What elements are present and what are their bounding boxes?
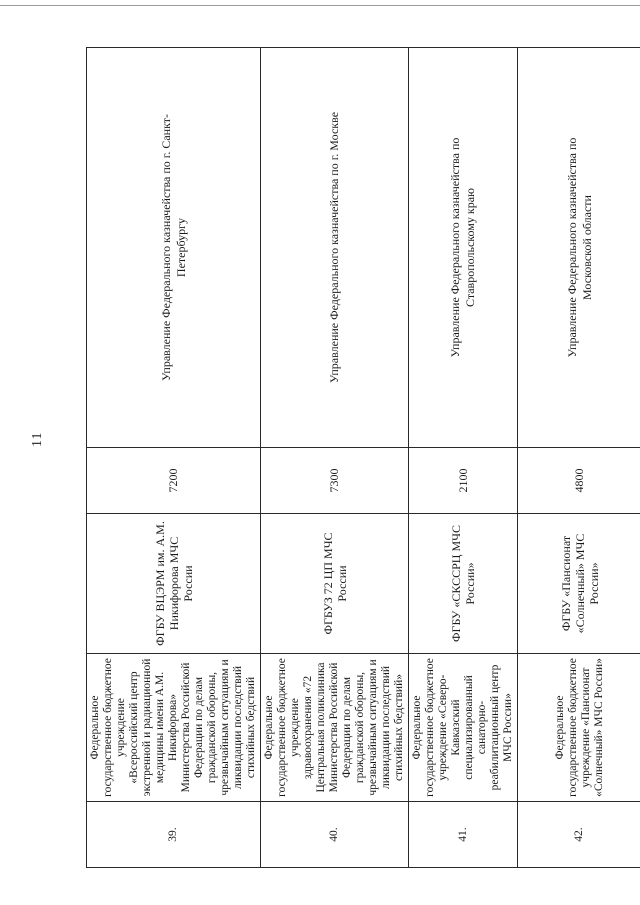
row-number: 41. bbox=[409, 802, 518, 868]
amount-cell: 7300 bbox=[261, 448, 409, 514]
row-number: 40. bbox=[261, 802, 409, 868]
page-number: 11 bbox=[30, 431, 45, 447]
top-border-line bbox=[0, 0, 640, 6]
amount-cell: 4800 bbox=[518, 448, 640, 514]
rotated-document bbox=[86, 48, 605, 868]
table-row bbox=[409, 48, 518, 868]
treasury-cell: Управление Федерального казначейства по г. Санкт-Петербургу bbox=[87, 48, 261, 448]
full-name-cell: Федеральное государственное бюджетное учреждение здравоохранения «72 Центральная поликлиника Министерства Российской Федерации по делам гражданской обороны, чрезвычайным ситуациям и ликвидации последствий стихийных бедствий» bbox=[261, 654, 409, 802]
treasury-cell: Управление Федерального казначейства по Ставропольскому краю bbox=[409, 48, 518, 448]
full-name-cell: Федеральное государственное бюджетное учреждение «Пансионат «Солнечный» МЧС России» bbox=[518, 654, 640, 802]
institutions-table bbox=[86, 47, 640, 868]
short-name-cell: ФГБУЗ 72 ЦП МЧС России bbox=[261, 514, 409, 654]
row-number: 39. bbox=[87, 802, 261, 868]
full-name-cell: Федеральное государственное бюджетное учреждение «Северо-Кавказский специализированный санаторно-реабилитационный центр МЧС России» bbox=[409, 654, 518, 802]
amount-cell: 2100 bbox=[409, 448, 518, 514]
row-number: 42. bbox=[518, 802, 640, 868]
short-name-cell: ФГБУ «СКССРЦ МЧС России» bbox=[409, 514, 518, 654]
treasury-cell: Управление Федерального казначейства по Московской области bbox=[518, 48, 640, 448]
short-name-cell: ФГБУ «Пансионат «Солнечный» МЧС России» bbox=[518, 514, 640, 654]
full-name-cell: Федеральное государственное бюджетное учреждение «Всероссийский центр экстренной и радиационной медицины имени А.М. Никифорова» Министерства Российской Федерации по делам гражданской обороны, чрезвычайным ситуациям и ликвидации последствий стихийных бедствий bbox=[87, 654, 261, 802]
table-row bbox=[87, 48, 261, 868]
amount-cell: 7200 bbox=[87, 448, 261, 514]
table-row bbox=[518, 48, 640, 868]
treasury-cell: Управление Федерального казначейства по г. Москве bbox=[261, 48, 409, 448]
table-row bbox=[261, 48, 409, 868]
short-name-cell: ФГБУ ВЦЭРМ им. А.М. Никифорова МЧС России bbox=[87, 514, 261, 654]
